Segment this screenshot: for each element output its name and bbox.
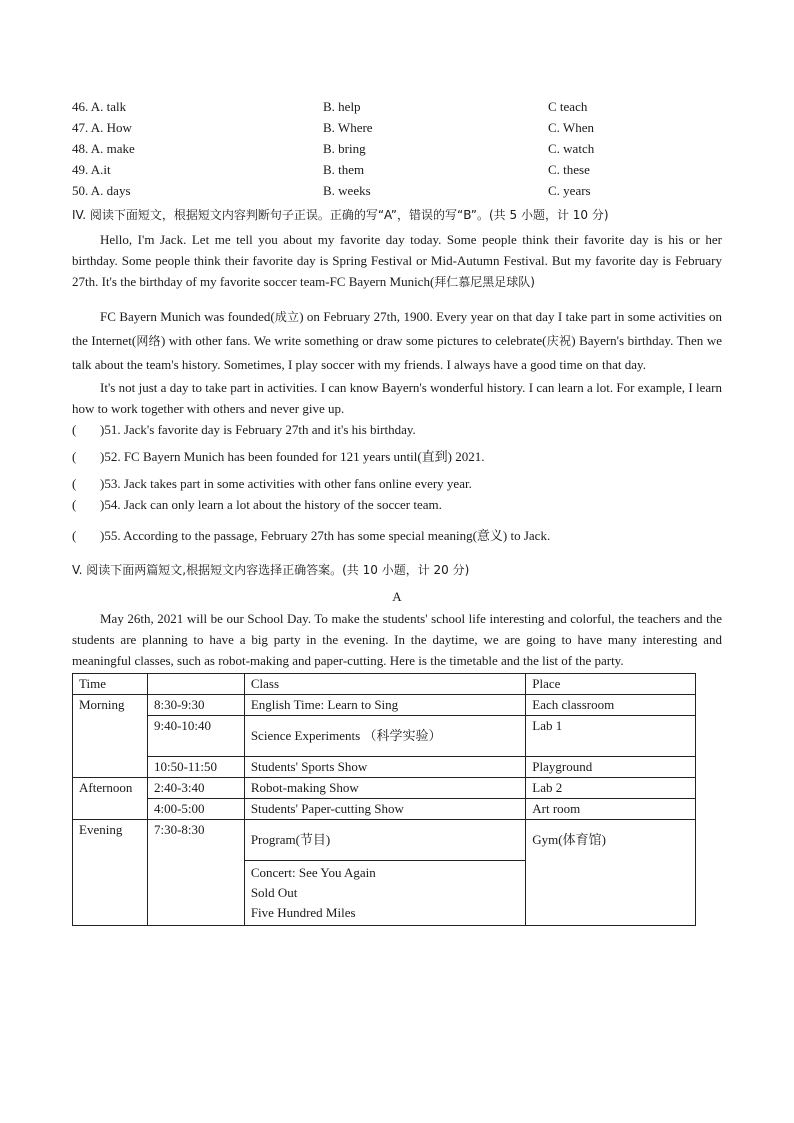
place-cell: Lab 2: [526, 778, 696, 799]
table-header: Place: [526, 674, 696, 695]
question-text: )51. Jack's favorite day is February 27th and it's his birthday.: [100, 422, 416, 437]
choice-options: [72, 96, 722, 201]
answer-blank[interactable]: (: [72, 422, 77, 437]
option-c: C. When: [548, 120, 594, 135]
option-b: B. help: [323, 99, 361, 114]
concert-list-cell: [244, 861, 525, 926]
table-row: [73, 820, 696, 861]
concert-title: Concert: See You Again: [250, 865, 376, 880]
answer-blank[interactable]: (: [72, 476, 77, 491]
table-header: Time: [73, 674, 148, 695]
place-cell: Gym(体育馆): [526, 820, 696, 926]
question-text: )53. Jack takes part in some activities with other fans online every year.: [100, 476, 472, 491]
chinese-gloss: 拜仁慕尼黑足球队): [434, 275, 535, 289]
passage-paragraph-3: It's not just a day to take part in activities. I can know Bayern's wonderful history. I can learn a lot. For example, I learn how to work together with others and never give up.: [72, 380, 722, 416]
option-b: B. Where: [323, 120, 373, 135]
class-cell: Program(节目): [244, 820, 525, 861]
option-b: B. them: [323, 162, 365, 177]
option-row-47: [72, 117, 722, 138]
question-53: [72, 473, 722, 494]
option-c: C. these: [548, 162, 590, 177]
question-52: [72, 446, 722, 467]
concert-song: Sold Out: [250, 885, 298, 900]
class-cell: Students' Paper-cutting Show: [244, 799, 525, 820]
option-b: B. bring: [323, 141, 366, 156]
worksheet-page: [72, 96, 722, 926]
answer-blank[interactable]: (: [72, 449, 77, 464]
place-cell: Lab 1: [526, 716, 696, 757]
period-evening: Evening: [73, 820, 148, 926]
passage-paragraph-1: [72, 229, 722, 293]
time-cell: 10:50-11:50: [147, 757, 244, 778]
option-row-50: [72, 180, 722, 201]
class-cell: English Time: Learn to Sing: [244, 695, 525, 716]
time-cell: 2:40-3:40: [147, 778, 244, 799]
table-header: [147, 674, 244, 695]
period-morning: Morning: [73, 695, 148, 778]
time-cell: 8:30-9:30: [147, 695, 244, 716]
option-row-46: [72, 96, 722, 117]
section-5-title: V. 阅读下面两篇短文,根据短文内容选择正确答案。(共 10 小题，计 20 分): [72, 563, 470, 577]
table-header: Class: [244, 674, 525, 695]
place-cell: Art room: [526, 799, 696, 820]
question-55: [72, 525, 722, 546]
chinese-gloss: 成立: [274, 310, 300, 324]
class-cell: Science Experiments （科学实验）: [244, 716, 525, 757]
passage-label: A: [392, 589, 402, 604]
option-b: B. weeks: [323, 183, 371, 198]
timetable: [72, 673, 696, 926]
option-row-48: [72, 138, 722, 159]
option-c: C. years: [548, 183, 591, 198]
passage-paragraph-2: [72, 305, 722, 377]
option-a: 47. A. How: [72, 120, 132, 135]
chinese-gloss: 网络: [136, 334, 161, 348]
option-a: 49. A.it: [72, 162, 111, 177]
option-row-49: [72, 159, 722, 180]
question-text: )52. FC Bayern Munich has been founded for 121 years until(直到) 2021.: [100, 449, 485, 464]
place-cell: Playground: [526, 757, 696, 778]
option-c: C. watch: [548, 141, 595, 156]
paragraph-text: Hello, I'm Jack. Let me tell you about my favorite day today. Some people think their favorite day is his or her birthday. Some people think their favorite day is Spring Festival or Mid-Autumn Festival. But my favorite day is February 27th. It's the birthday of my favorite soccer team-FC Bayern Munich(: [72, 232, 722, 289]
question-text: )55. According to the passage, February 27th has some special meaning(意义) to Jack.: [100, 528, 551, 543]
paragraph-text: ) on February 27th, 1900. Every year on that day I take part in some activities on the Internet(: [72, 309, 723, 348]
answer-blank[interactable]: (: [72, 497, 77, 512]
option-a: 50. A. days: [72, 183, 131, 198]
time-cell: 4:00-5:00: [147, 799, 244, 820]
period-afternoon: Afternoon: [73, 778, 148, 820]
table-row: [73, 778, 696, 799]
option-a: 46. A. talk: [72, 99, 127, 114]
class-cell: Students' Sports Show: [244, 757, 525, 778]
question-51: [72, 419, 722, 440]
time-cell: 9:40-10:40: [147, 716, 244, 757]
table-row: [73, 695, 696, 716]
section-4-title: IV. 阅读下面短文，根据短文内容判断句子正误。正确的写“A”，错误的写“B”。(共 5 小题，计 10 分): [72, 208, 609, 222]
table-header-row: [73, 674, 696, 695]
time-cell: 7:30-8:30: [147, 820, 244, 926]
judgement-questions: [72, 419, 722, 546]
table-row: [73, 757, 696, 778]
option-a: 48. A. make: [72, 141, 135, 156]
paragraph-text: ) Bayern's birthday. Then we talk about the team's history. Sometimes, I play soccer with my friends. I always have a good time on that day.: [72, 333, 722, 372]
paragraph-text: ) with other fans. We write something or draw some pictures to celebrate(: [160, 333, 547, 348]
table-row: [73, 716, 696, 757]
passage-a-paragraph: May 26th, 2021 will be our School Day. To make the students' school life interesting and colorful, the teachers and the students are planning to have a big party in the evening. In the daytime, we are going to have many interesting and meaningful classes, such as robot-making and paper-cutting. Here is the timetable and the list of the party.: [72, 611, 722, 668]
option-c: C teach: [548, 99, 588, 114]
question-text: )54. Jack can only learn a lot about the history of the soccer team.: [100, 497, 442, 512]
concert-song: Five Hundred Miles: [250, 905, 356, 920]
place-cell: Each classroom: [526, 695, 696, 716]
paragraph-text: FC Bayern Munich was founded(: [100, 309, 275, 324]
chinese-gloss: 庆祝: [546, 334, 572, 348]
table-row: [73, 799, 696, 820]
answer-blank[interactable]: (: [72, 528, 77, 543]
class-cell: Robot-making Show: [244, 778, 525, 799]
question-54: [72, 494, 722, 515]
